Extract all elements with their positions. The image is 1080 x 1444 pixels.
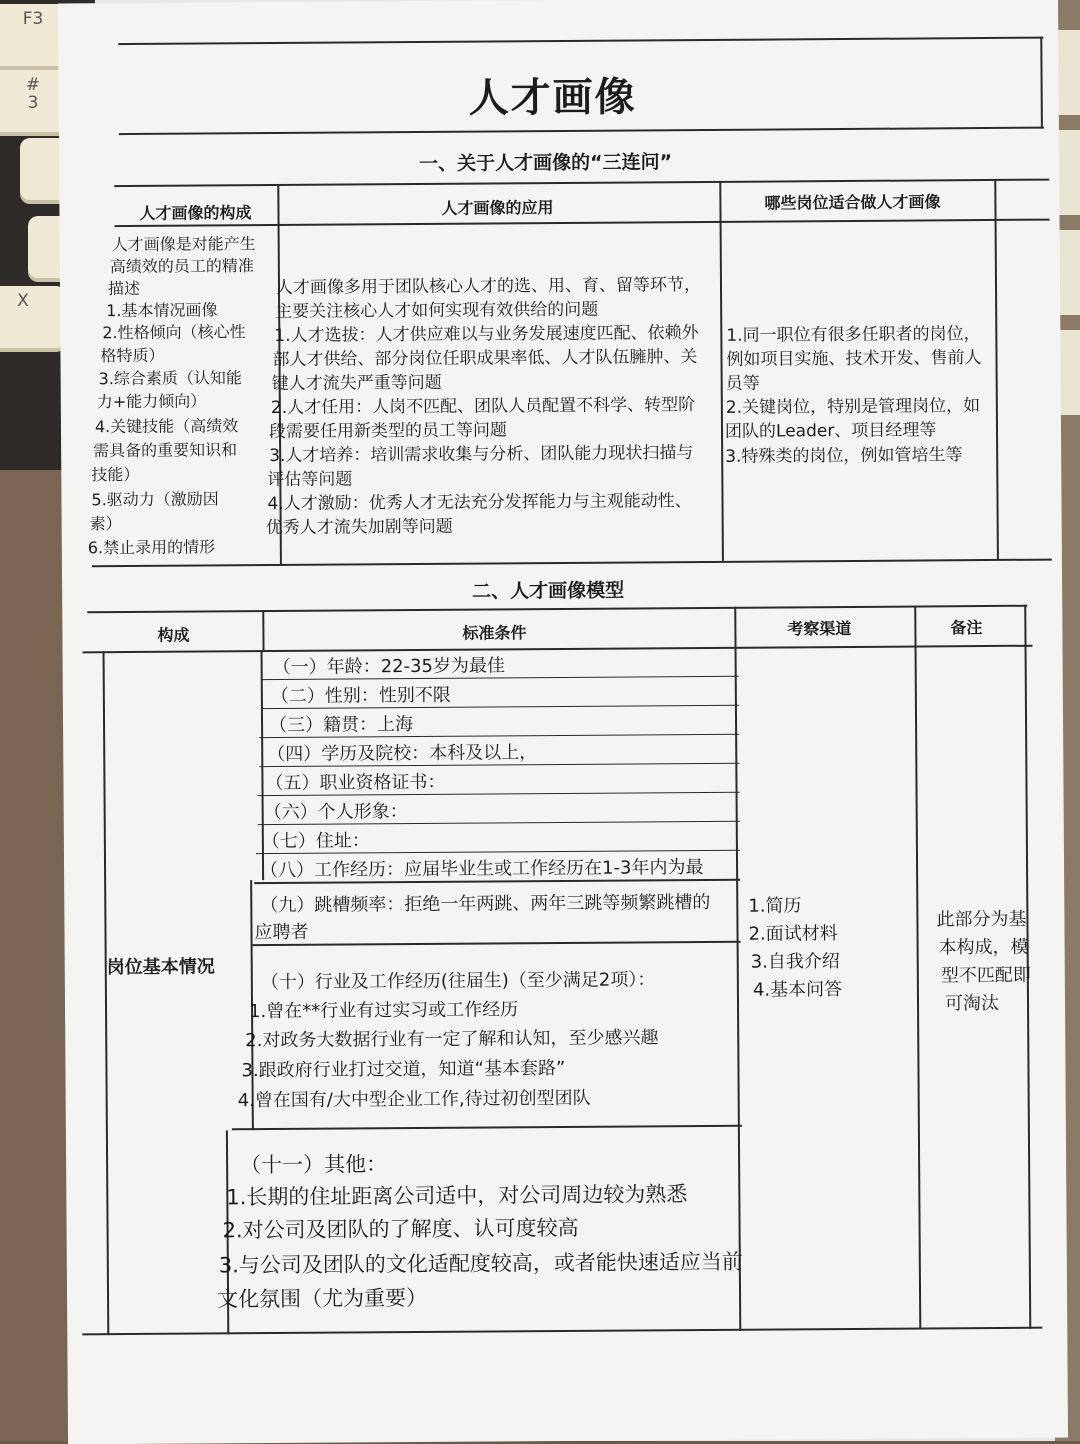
text-line: 部人才供给、部分岗位任职成果率低、人才队伍臃肿、关 [272,347,698,371]
text-line: 人才画像是对能产生 [111,234,256,255]
criteria-item: （六）个人形象： [263,801,408,824]
text-line: 此部分为基 [936,908,1027,931]
criteria-item: （四）学历及院校：本科及以上， [267,742,538,766]
text-line: 评估等问题 [267,469,353,491]
text-line: 2.人才任用：人岗不匹配、团队人员配置不科学、转型阶 [270,395,696,419]
criteria-item: 1.长期的住址距离公司适中，对公司周边较为熟悉 [226,1182,688,1210]
text-line: 需具备的重要知识和 [93,440,238,461]
text-line: 可淘汰 [944,992,1000,1015]
criteria-item: （七）住址： [261,830,370,853]
criteria-item: （十）行业及工作经历(往届生)（至少满足2项）： [260,969,656,994]
criteria-item: （十一）其他： [240,1152,388,1178]
text-line: 2.性格倾向（核心性 [102,322,246,343]
criteria-item: 2.对公司及团队的了解度、认可度较高 [222,1215,579,1243]
text-line: 本构成，模 [938,936,1029,959]
section2-header-remark: 备注 [950,618,983,638]
text-line: 素） [89,514,122,534]
text-line: 3.综合素质（认知能 [98,368,242,389]
criteria-item: 1.曾在**行业有过实习或工作经历 [248,999,519,1023]
text-line: 优秀人才流失加剧等问题 [265,516,453,539]
channel-item: 4.基本问答 [752,979,843,1001]
text-line: 1.人才选拔：人才供应难以与业务发展速度匹配、依赖外 [274,323,699,346]
section1-header-composition: 人才画像的构成 [139,203,252,223]
section2-heading: 二、人才画像模型 [472,579,625,603]
text-line: 型不匹配即 [940,964,1031,987]
text-line: 1.同一职位有很多任职者的岗位， [726,324,981,346]
text-line: 4.人才激励：优秀人才无法充分发挥能力与主观能动性、 [267,491,692,515]
criteria-item: 3.跟政府行业打过交道，知道“基本套路” [241,1057,566,1082]
text-line: 高绩效的员工的精准 [109,256,254,277]
criteria-item: （二）性别：性别不限 [270,684,451,708]
text-line: 5.驱动力（激励因 [91,489,219,510]
text-line: 1.基本情况画像 [106,300,218,321]
text-line: 例如项目实施、技术开发、售前人 [726,348,982,370]
criteria-item: 4.曾在国有/大中型企业工作,待过初创型团队 [237,1087,591,1112]
text-line: 段需要任用新类型的员工等问题 [268,420,508,443]
criteria-item: （一）年龄：22-35岁为最佳 [272,655,506,679]
text-line: 员等 [725,373,760,394]
channel-item: 2.面试材料 [748,923,838,945]
criteria-item: 2.对政务大数据行业有一定了解和认知，至少感兴趣 [245,1027,659,1052]
document-page [58,0,1068,1444]
text-line: 描述 [107,278,141,299]
text-line: 团队的Leader、项目经理等 [724,420,937,442]
channel-item: 3.自我介绍 [750,951,840,973]
text-line: 2.关键岗位，特别是管理岗位，如 [725,396,981,418]
section2-header-component: 构成 [157,625,190,645]
text-line: 力+能力倾向） [96,391,207,412]
criteria-item: （八）工作经历：应届毕业生或工作经历在1-3年内为最 [259,857,704,882]
channel-item: 1.简历 [748,895,802,917]
section2-header-criteria: 标准条件 [462,623,527,643]
text-line: 格特质） [100,345,165,366]
text-line: 技能） [91,464,140,485]
keyboard-key: X [0,286,66,348]
text-line: 6.禁止录用的情形 [87,537,216,558]
criteria-item: （九）跳槽频率：拒绝一年两跳、两年三跳等频繁跳槽的 [260,891,711,917]
keyboard-key: # 3 [0,70,76,132]
section1-header-application: 人才画像的应用 [441,198,554,218]
criteria-item: 3.与公司及团队的文化适配度较高，或者能快速适应当前 [218,1249,743,1278]
text-line: 3.特殊类的岗位，例如管培生等 [725,445,963,467]
component-label: 岗位基本情况 [106,956,215,979]
keyboard-key: F3 [0,4,76,66]
criteria-item: 应聘者 [254,921,309,944]
text-line: 键人才流失严重等问题 [271,372,442,395]
section1-header-positions: 哪些岗位适合做人才画像 [764,192,941,213]
criteria-item: （五）职业资格证书： [265,771,446,795]
text-line: 主要关注核心人才如何实现有效供给的问题 [275,299,599,322]
document-title: 人才画像 [468,74,637,122]
text-line: 3.人才培养：培训需求收集与分析、团队能力现状扫描与 [269,443,694,467]
text-line: 人才画像多用于团队核心人才的选、用、育、留等环节， [275,275,702,298]
section1-heading: 一、关于人才画像的“三连问” [419,151,673,175]
section2-header-channel: 考察渠道 [787,618,852,639]
criteria-item: 文化氛围（尤为重要） [216,1285,428,1312]
text-line: 4.关键技能（高绩效 [94,416,239,437]
criteria-item: （三）籍贯：上海 [268,714,414,737]
